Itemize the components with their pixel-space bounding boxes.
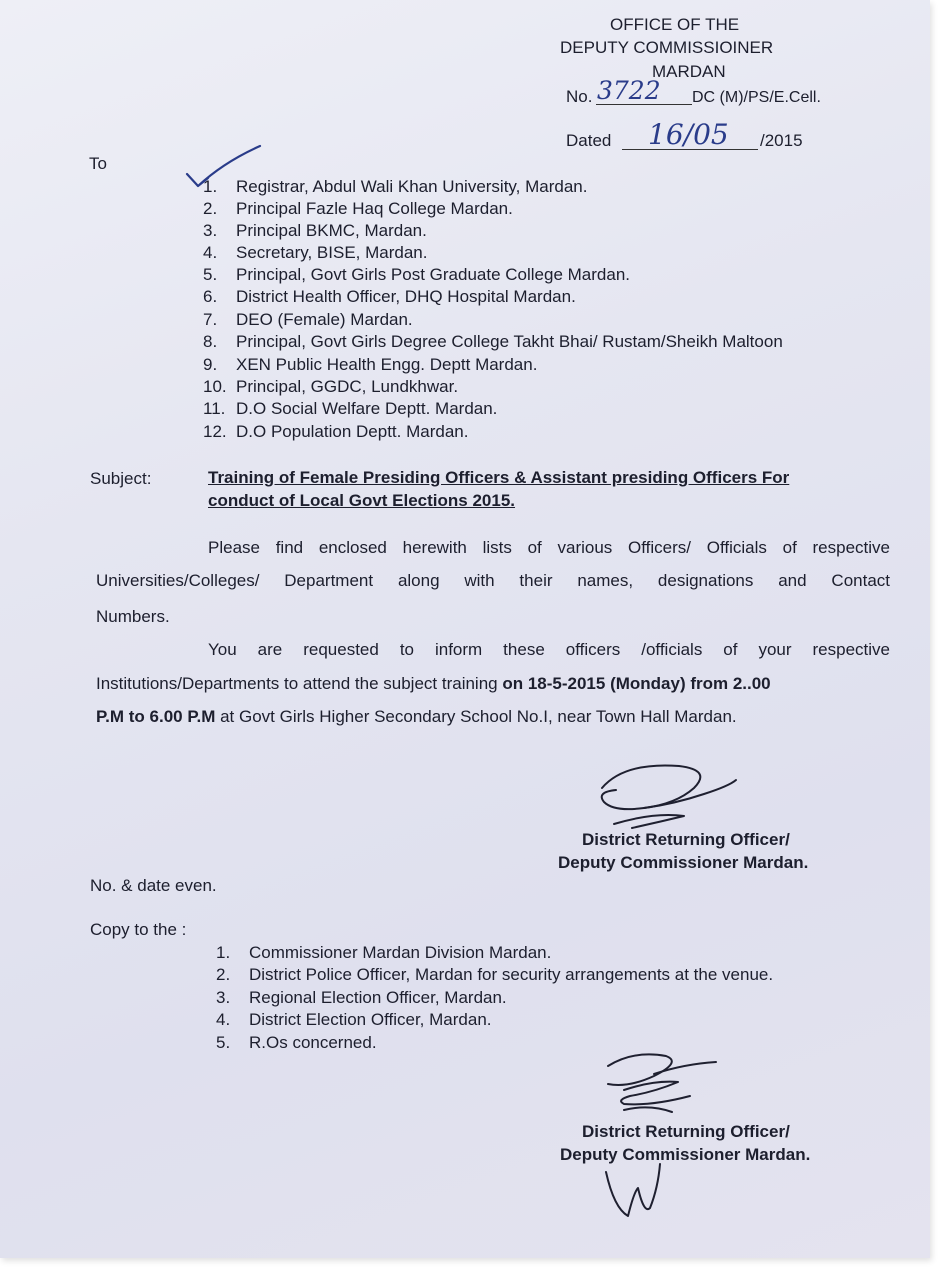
reference-number-handwritten: 3722 bbox=[597, 76, 661, 105]
office-line-2: DEPUTY COMMISSIOINER bbox=[560, 38, 774, 57]
list-item: 1. Registrar, Abdul Wali Khan University, Mardan. bbox=[203, 177, 588, 196]
subject-line-1: Training of Female Presiding Officers & Assistant presiding Officers For bbox=[208, 468, 790, 487]
signature-2-title-line-2: Deputy Commissioner Mardan. bbox=[560, 1145, 811, 1164]
list-item: 4. District Election Officer, Mardan. bbox=[216, 1010, 492, 1029]
signature-2 bbox=[594, 1046, 734, 1126]
paragraph-2-line-3: P.M to 6.00 P.M at Govt Girls Higher Secondary School No.I, near Town Hall Mardan. bbox=[96, 707, 737, 726]
paragraph-1-line-3: Numbers. bbox=[96, 607, 170, 626]
list-item: 9. XEN Public Health Engg. Deptt Mardan. bbox=[203, 355, 538, 374]
list-item: 1. Commissioner Mardan Division Mardan. bbox=[216, 943, 552, 962]
list-item: 12. D.O Population Deptt. Mardan. bbox=[203, 422, 469, 441]
list-item: 3. Regional Election Officer, Mardan. bbox=[216, 988, 507, 1007]
signature-1 bbox=[584, 758, 754, 838]
list-item: 6. District Health Officer, DHQ Hospital Mardan. bbox=[203, 287, 576, 306]
list-item: 4. Secretary, BISE, Mardan. bbox=[203, 243, 428, 262]
list-item: 11. D.O Social Welfare Deptt. Mardan. bbox=[203, 399, 498, 418]
list-item: 3. Principal BKMC, Mardan. bbox=[203, 221, 427, 240]
dated-year: /2015 bbox=[760, 131, 803, 150]
list-item: 5. Principal, Govt Girls Post Graduate College Mardan. bbox=[203, 265, 631, 284]
copy-to-label: Copy to the : bbox=[90, 920, 187, 939]
signature-2-title-line-1: District Returning Officer/ bbox=[582, 1122, 790, 1141]
list-item: 2. District Police Officer, Mardan for security arrangements at the venue. bbox=[216, 965, 774, 984]
no-date-even: No. & date even. bbox=[90, 876, 217, 895]
subject-line-2: conduct of Local Govt Elections 2015. bbox=[208, 491, 516, 510]
office-line-1: OFFICE OF THE bbox=[610, 15, 740, 34]
signature-1-title-line-1: District Returning Officer/ bbox=[582, 830, 790, 849]
dated-handwritten: 16/05 bbox=[648, 118, 729, 151]
list-item: 7. DEO (Female) Mardan. bbox=[203, 310, 413, 329]
paragraph-2-line-1: You are requested to inform these officers /officials of your respective bbox=[208, 640, 890, 659]
subject-label: Subject: bbox=[90, 469, 152, 488]
paragraph-1-line-1: Please find enclosed herewith lists of various Officers/ Officials of respective bbox=[208, 538, 890, 557]
reference-number-label: No. bbox=[566, 87, 593, 106]
list-item: 5. R.Os concerned. bbox=[216, 1033, 377, 1052]
list-item: 2. Principal Fazle Haq College Mardan. bbox=[203, 199, 513, 218]
dated-label: Dated bbox=[566, 131, 612, 150]
paragraph-2-line-2: Institutions/Departments to attend the subject training on 18-5-2015 (Monday) from 2..00 bbox=[96, 674, 771, 693]
reference-number-suffix: DC (M)/PS/E.Cell. bbox=[692, 89, 821, 106]
list-item: 10. Principal, GGDC, Lundkhwar. bbox=[203, 377, 459, 396]
list-item: 8. Principal, Govt Girls Degree College Takht Bhai/ Rustam/Sheikh Maltoon bbox=[203, 332, 783, 351]
paragraph-1-line-2: Universities/Colleges/ Department along with their names, designations and Contact bbox=[96, 571, 890, 590]
initials-mark bbox=[598, 1158, 668, 1224]
to-label: To bbox=[89, 154, 107, 173]
office-line-3: MARDAN bbox=[652, 62, 726, 81]
signature-1-title-line-2: Deputy Commissioner Mardan. bbox=[558, 853, 809, 872]
